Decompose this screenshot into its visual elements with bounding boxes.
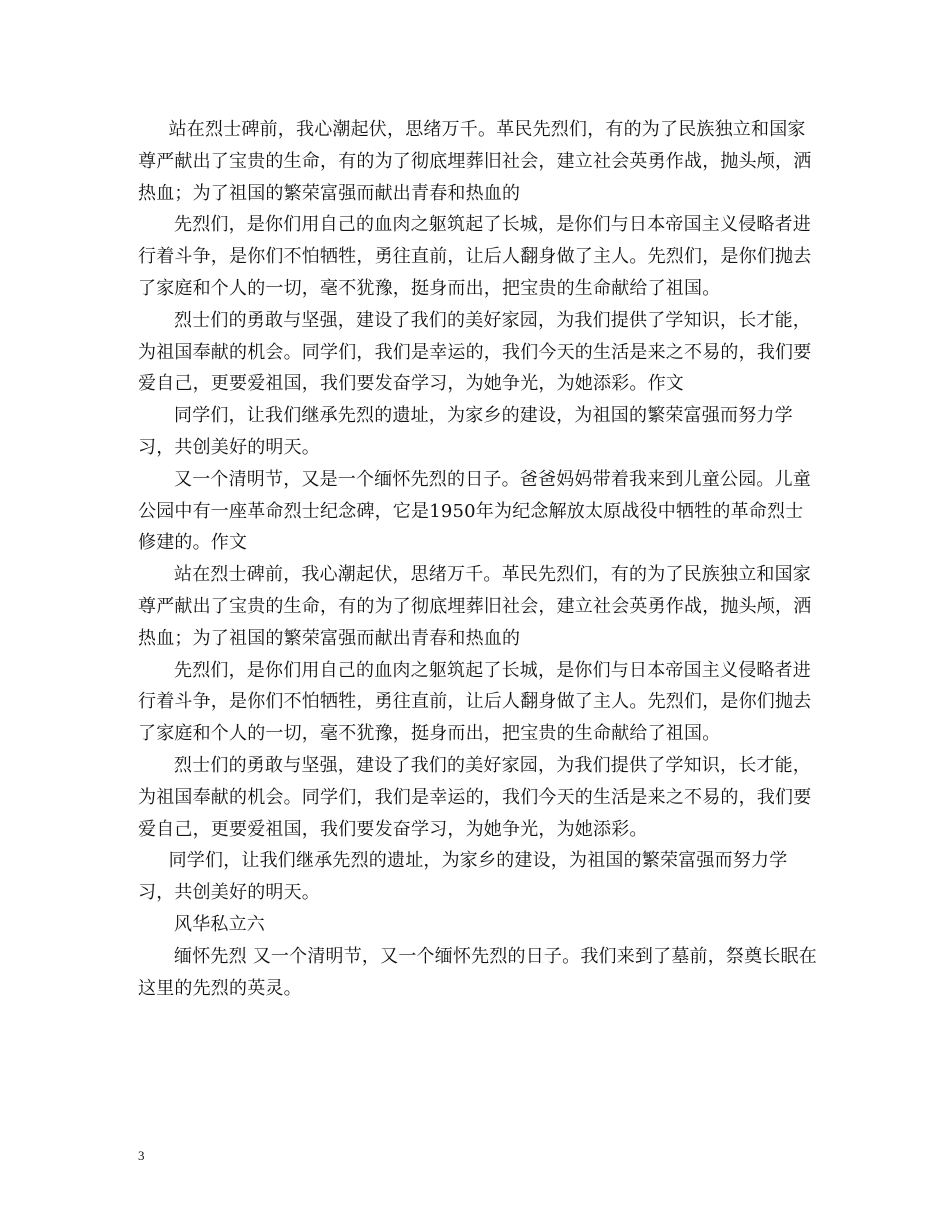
page-number: 3 <box>138 1148 145 1163</box>
paragraph-1: 站在烈士碑前，我心潮起伏，思绪万千。革民先烈们，有的为了民族独立和国家尊严献出了宝贵的生命，有的为了彻底埋葬旧社会，建立社会英勇作战，抛头颅，洒热血；为了祖国的繁荣富强而献出青春和热血的 <box>138 119 812 204</box>
paragraph-4: 同学们，让我们继承先烈的遗址，为家乡的建设，为祖国的繁荣富强而努力学习，共创美好的明天。 <box>138 405 793 458</box>
paragraph-6: 站在烈士碑前，我心潮起伏，思绪万千。革民先烈们，有的为了民族独立和国家尊严献出了宝贵的生命，有的为了彻底埋葬旧社会，建立社会英勇作战，抛头颅，洒热血；为了祖国的繁荣富强而献出青春和热血的 <box>138 564 812 649</box>
paragraph-11: 缅怀先烈 又一个清明节，又一个缅怀先烈的日子。我们来到了墓前，祭奠长眠在这里的先烈的英灵。 <box>138 945 817 999</box>
paragraph-2: 先烈们，是你们用自己的血肉之躯筑起了长城，是你们与日本帝国主义侵略者进行着斗争，是你们不怕牺牲，勇往直前，让后人翻身做了主人。先烈们，是你们抛去了家庭和个人的一切，毫不犹豫，挺身而出，把宝贵的生命献给了祖国。 <box>138 214 812 299</box>
paragraph-10: 风华私立六 <box>174 913 265 935</box>
document-body <box>138 114 818 1004</box>
paragraph-9: 同学们，让我们继承先烈的遗址，为家乡的建设，为祖国的繁荣富强而努力学习，共创美好的明天。 <box>138 850 788 904</box>
paragraph-7: 先烈们，是你们用自己的血肉之躯筑起了长城，是你们与日本帝国主义侵略者进行着斗争，是你们不怕牺牲，勇往直前，让后人翻身做了主人。先烈们，是你们抛去了家庭和个人的一切，毫不犹豫，挺身而出，把宝贵的生命献给了祖国。 <box>138 659 812 745</box>
paragraph-8: 烈士们的勇敢与坚强，建设了我们的美好家园，为我们提供了学知识，长才能，为祖国奉献的机会。同学们，我们是幸运的，我们今天的生活是来之不易的，我们要爱自己，更要爱祖国，我们要发奋学习，为她争光，为她添彩。 <box>138 754 812 840</box>
paragraph-3: 烈士们的勇敢与坚强，建设了我们的美好家园，为我们提供了学知识，长才能，为祖国奉献的机会。同学们，我们是幸运的，我们今天的生活是来之不易的，我们要爱自己，更要爱祖国，我们要发奋学习，为她争光，为她添彩。作文 <box>138 309 812 395</box>
paragraph-5: 又一个清明节，又是一个缅怀先烈的日子。爸爸妈妈带着我来到儿童公园。儿童公园中有一座革命烈士纪念碑，它是1950年为纪念解放太原战役中牺牲的革命烈士修建的。作文 <box>138 468 811 554</box>
